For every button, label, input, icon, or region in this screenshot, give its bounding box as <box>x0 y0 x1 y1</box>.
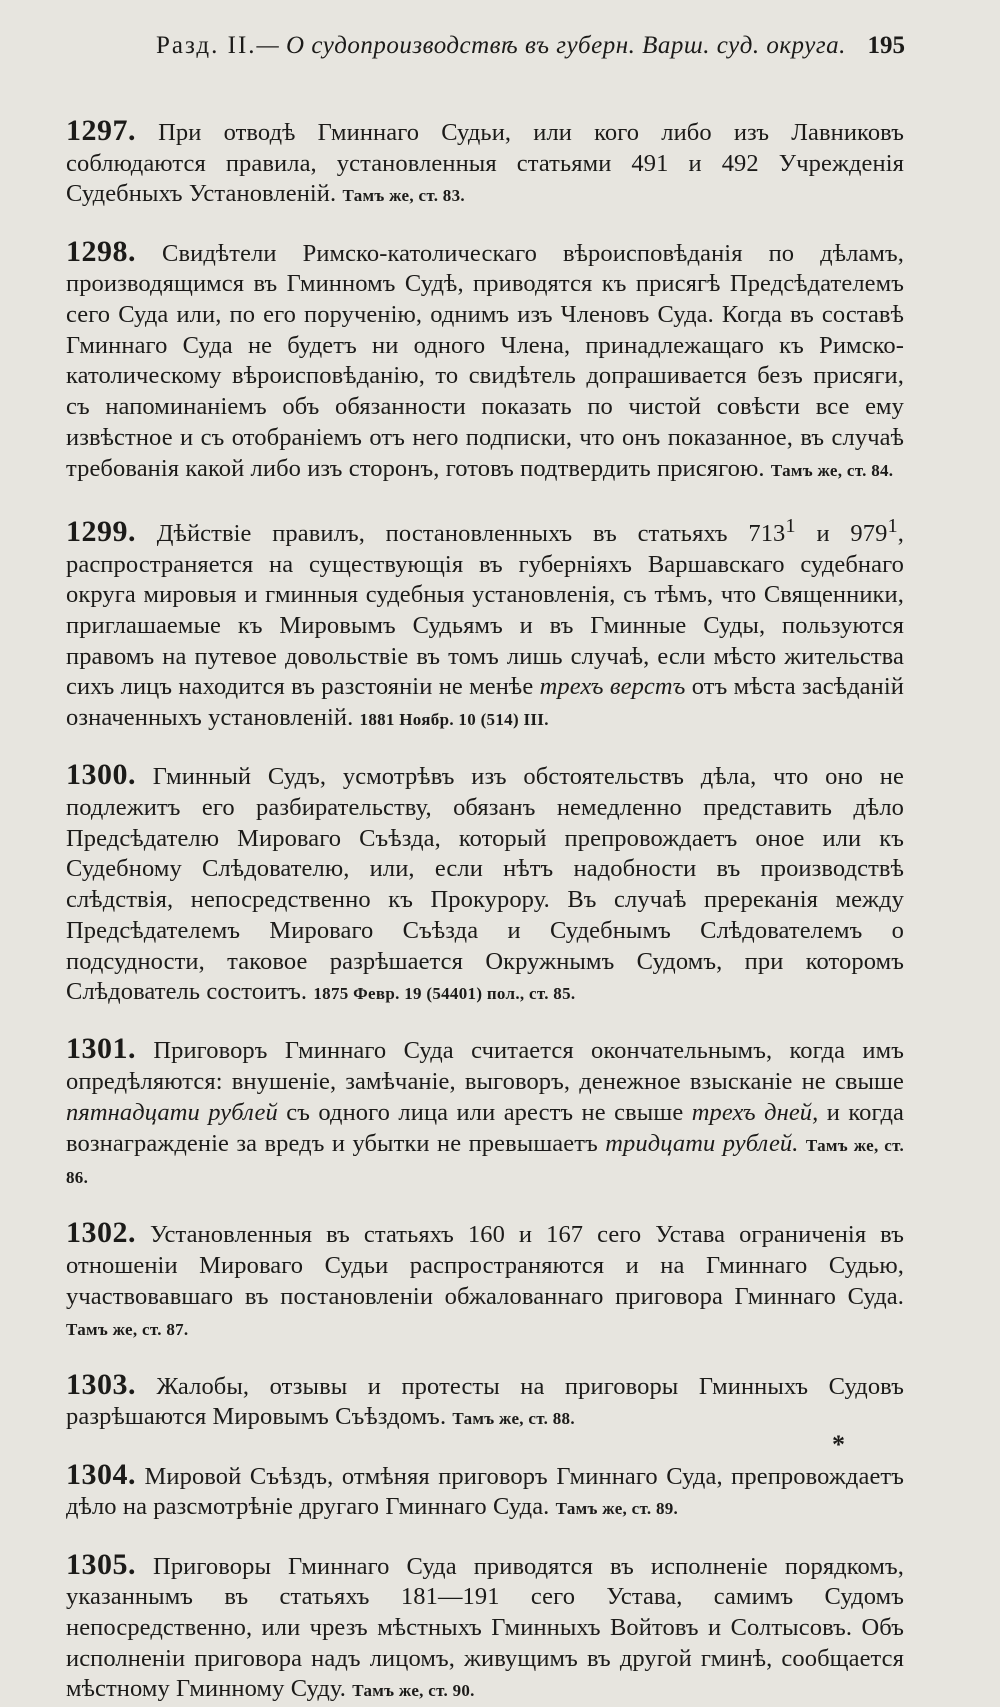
article-1298 <box>66 234 904 487</box>
article-text-part: Приговоръ Гминнаго Суда считается окончательнымъ, когда имъ опредѣляются: внушеніе, замѣчаніе, выговоръ, денежное взысканіе не свыше <box>66 1037 904 1096</box>
article-1304 <box>66 1457 904 1525</box>
article-text: Свидѣтели Римско-католическаго вѣроисповѣданія по дѣламъ, производящимся въ Гминномъ Судѣ, приводятся къ присягѣ Предсѣдателемъ сего Суда или, по его порученію, однимъ изъ Членовъ Суда. Когда въ составѣ Гминнаго Суда не будетъ ни одного Члена, принадлежащаго къ Римско-католическому вѣроисповѣданію, то свидѣтель допрашивается безъ присяги, съ напоминаніемъ объ обязанности показать по чистой совѣсти все ему извѣстное и съ отобраніемъ отъ него подписки, что онъ показанное, въ случаѣ требованія какой либо изъ сторонъ, готовъ подтвердить присягою. <box>66 239 904 482</box>
article-text-part: съ одного лица или арестъ не свыше <box>286 1098 684 1126</box>
article-1297 <box>66 116 904 212</box>
running-head <box>66 26 904 70</box>
article-text: Установленныя въ статьяхъ 160 и 167 сего Устава ограниченія въ отношеніи Мироваго Судьи распространяются и на Гминнаго Судью, участвовавшаго въ постановленіи обжалованнаго приговора Гминнаго Суда. <box>66 1221 904 1310</box>
article-number: 1297. <box>66 114 136 147</box>
article-1303 <box>66 1367 904 1435</box>
article-number: 1304. <box>66 1457 136 1491</box>
article-text: Мировой Съѣздъ, отмѣняя приговоръ Гминнаго Суда, препровождаетъ дѣло на разсмотрѣніе другаго Гминнаго Суда. <box>66 1462 904 1521</box>
article-1300 <box>66 760 904 1010</box>
article-italic-text: пятнадцати рублей <box>66 1098 278 1126</box>
article-superscript: 1 <box>785 514 796 537</box>
article-superscript: 1 <box>887 514 898 537</box>
article-text-part: Дѣйствіе правилъ, постановленныхъ въ статьяхъ 713 <box>156 519 786 547</box>
article-text: Гминный Судъ, усмотрѣвъ изъ обстоятельствъ дѣла, что оно не подлежитъ его разбирательству, обязанъ немедленно представить дѣло Предсѣдателю Мироваго Съѣзда, который препровождаетъ оное или къ Судебному Слѣдователю, или, если нѣтъ надобности въ производствѣ слѣдствія, непосредственно къ Прокурору. Въ случаѣ пререканія между Предсѣдателемъ Мироваго Съѣзда и Судебнымъ Слѣдователемъ о подсудности, таковое разрѣшается Окружнымъ Судомъ, при которомъ Слѣдователь состоитъ. <box>66 763 904 1006</box>
article-number: 1303. <box>66 1367 136 1401</box>
article-source: Тамъ же, ст. 83. <box>342 186 465 206</box>
article-source: Тамъ же, ст. 87. <box>66 1319 189 1339</box>
article-number: 1301. <box>66 1032 136 1066</box>
article-1302 <box>66 1218 904 1345</box>
article-source: 1881 Ноябр. 10 (514) III. <box>359 710 549 730</box>
asterisk-ornament: * <box>832 1430 845 1459</box>
article-text-part: и когда вознагражденіе за вредъ и убытки не превышаетъ <box>66 1098 904 1157</box>
article-italic-text: тридцати рублей. <box>605 1129 799 1157</box>
article-source: 1875 Февр. 19 (54401) пол., ст. 85. <box>313 984 576 1004</box>
article-number: 1300. <box>66 758 136 792</box>
article-source: Тамъ же, ст. 89. <box>555 1499 679 1519</box>
running-head-title <box>156 32 846 60</box>
article-1299 <box>66 511 904 736</box>
article-source: Тамъ же, ст. 90. <box>352 1681 475 1701</box>
article-number: 1302. <box>66 1216 136 1250</box>
page-number: 195 <box>867 32 905 59</box>
article-number: 1298. <box>66 234 136 268</box>
article-source: Тамъ же, ст. 86. <box>66 1135 904 1188</box>
article-text-part: , распространяется на существующія въ губерніяхъ Варшавскаго судебнаго округа мировыя и гминныя судебныя установленія, съ тѣмъ, что Священники, приглашаемые къ Мировымъ Судьямъ и въ Гминные Суды, пользуются правомъ на путевое довольствіе въ томъ лишь случаѣ, если мѣсто жительства сихъ лицъ находится въ разстояніи не менѣе <box>66 519 904 701</box>
article-text-part: и 979 <box>795 519 888 547</box>
article-1301 <box>66 1034 904 1194</box>
article-italic-text: трехъ верстъ <box>539 673 686 701</box>
running-head-subject: — О судопроизводствѣ въ губерн. Варш. суд. округа. <box>256 32 846 59</box>
article-number: 1305. <box>66 1547 136 1581</box>
article-text: При отводѣ Гминнаго Судьи, или кого либо изъ Лавниковъ соблюдаются правила, установленныя статьями 491 и 492 Учрежденія Судебныхъ Установленій. <box>66 119 904 208</box>
article-source: Тамъ же, ст. 84. <box>770 460 894 480</box>
article-source: Тамъ же, ст. 88. <box>452 1409 575 1429</box>
article-text-part: отъ мѣста засѣданій означенныхъ установленій. <box>66 673 904 732</box>
article-italic-text: трехъ дней, <box>691 1098 819 1126</box>
running-head-section: Разд. II. <box>156 32 257 59</box>
article-text: Жалобы, отзывы и протесты на приговоры Гминныхъ Судовъ разрѣшаются Мировымъ Съѣздомъ. <box>66 1372 904 1431</box>
article-text: Приговоры Гминнаго Суда приводятся въ исполненіе порядкомъ, указаннымъ въ статьяхъ 181—191 сего Устава, самимъ Судомъ непосредственно, или чрезъ мѣстныхъ Гминныхъ Войтовъ и Солтысовъ. Объ исполненіи приговора надъ лицомъ, живущимъ въ другой гминѣ, сообщается мѣстному Гминному Суду. <box>66 1552 904 1703</box>
article-1305 <box>66 1547 904 1707</box>
article-number: 1299. <box>66 514 136 548</box>
